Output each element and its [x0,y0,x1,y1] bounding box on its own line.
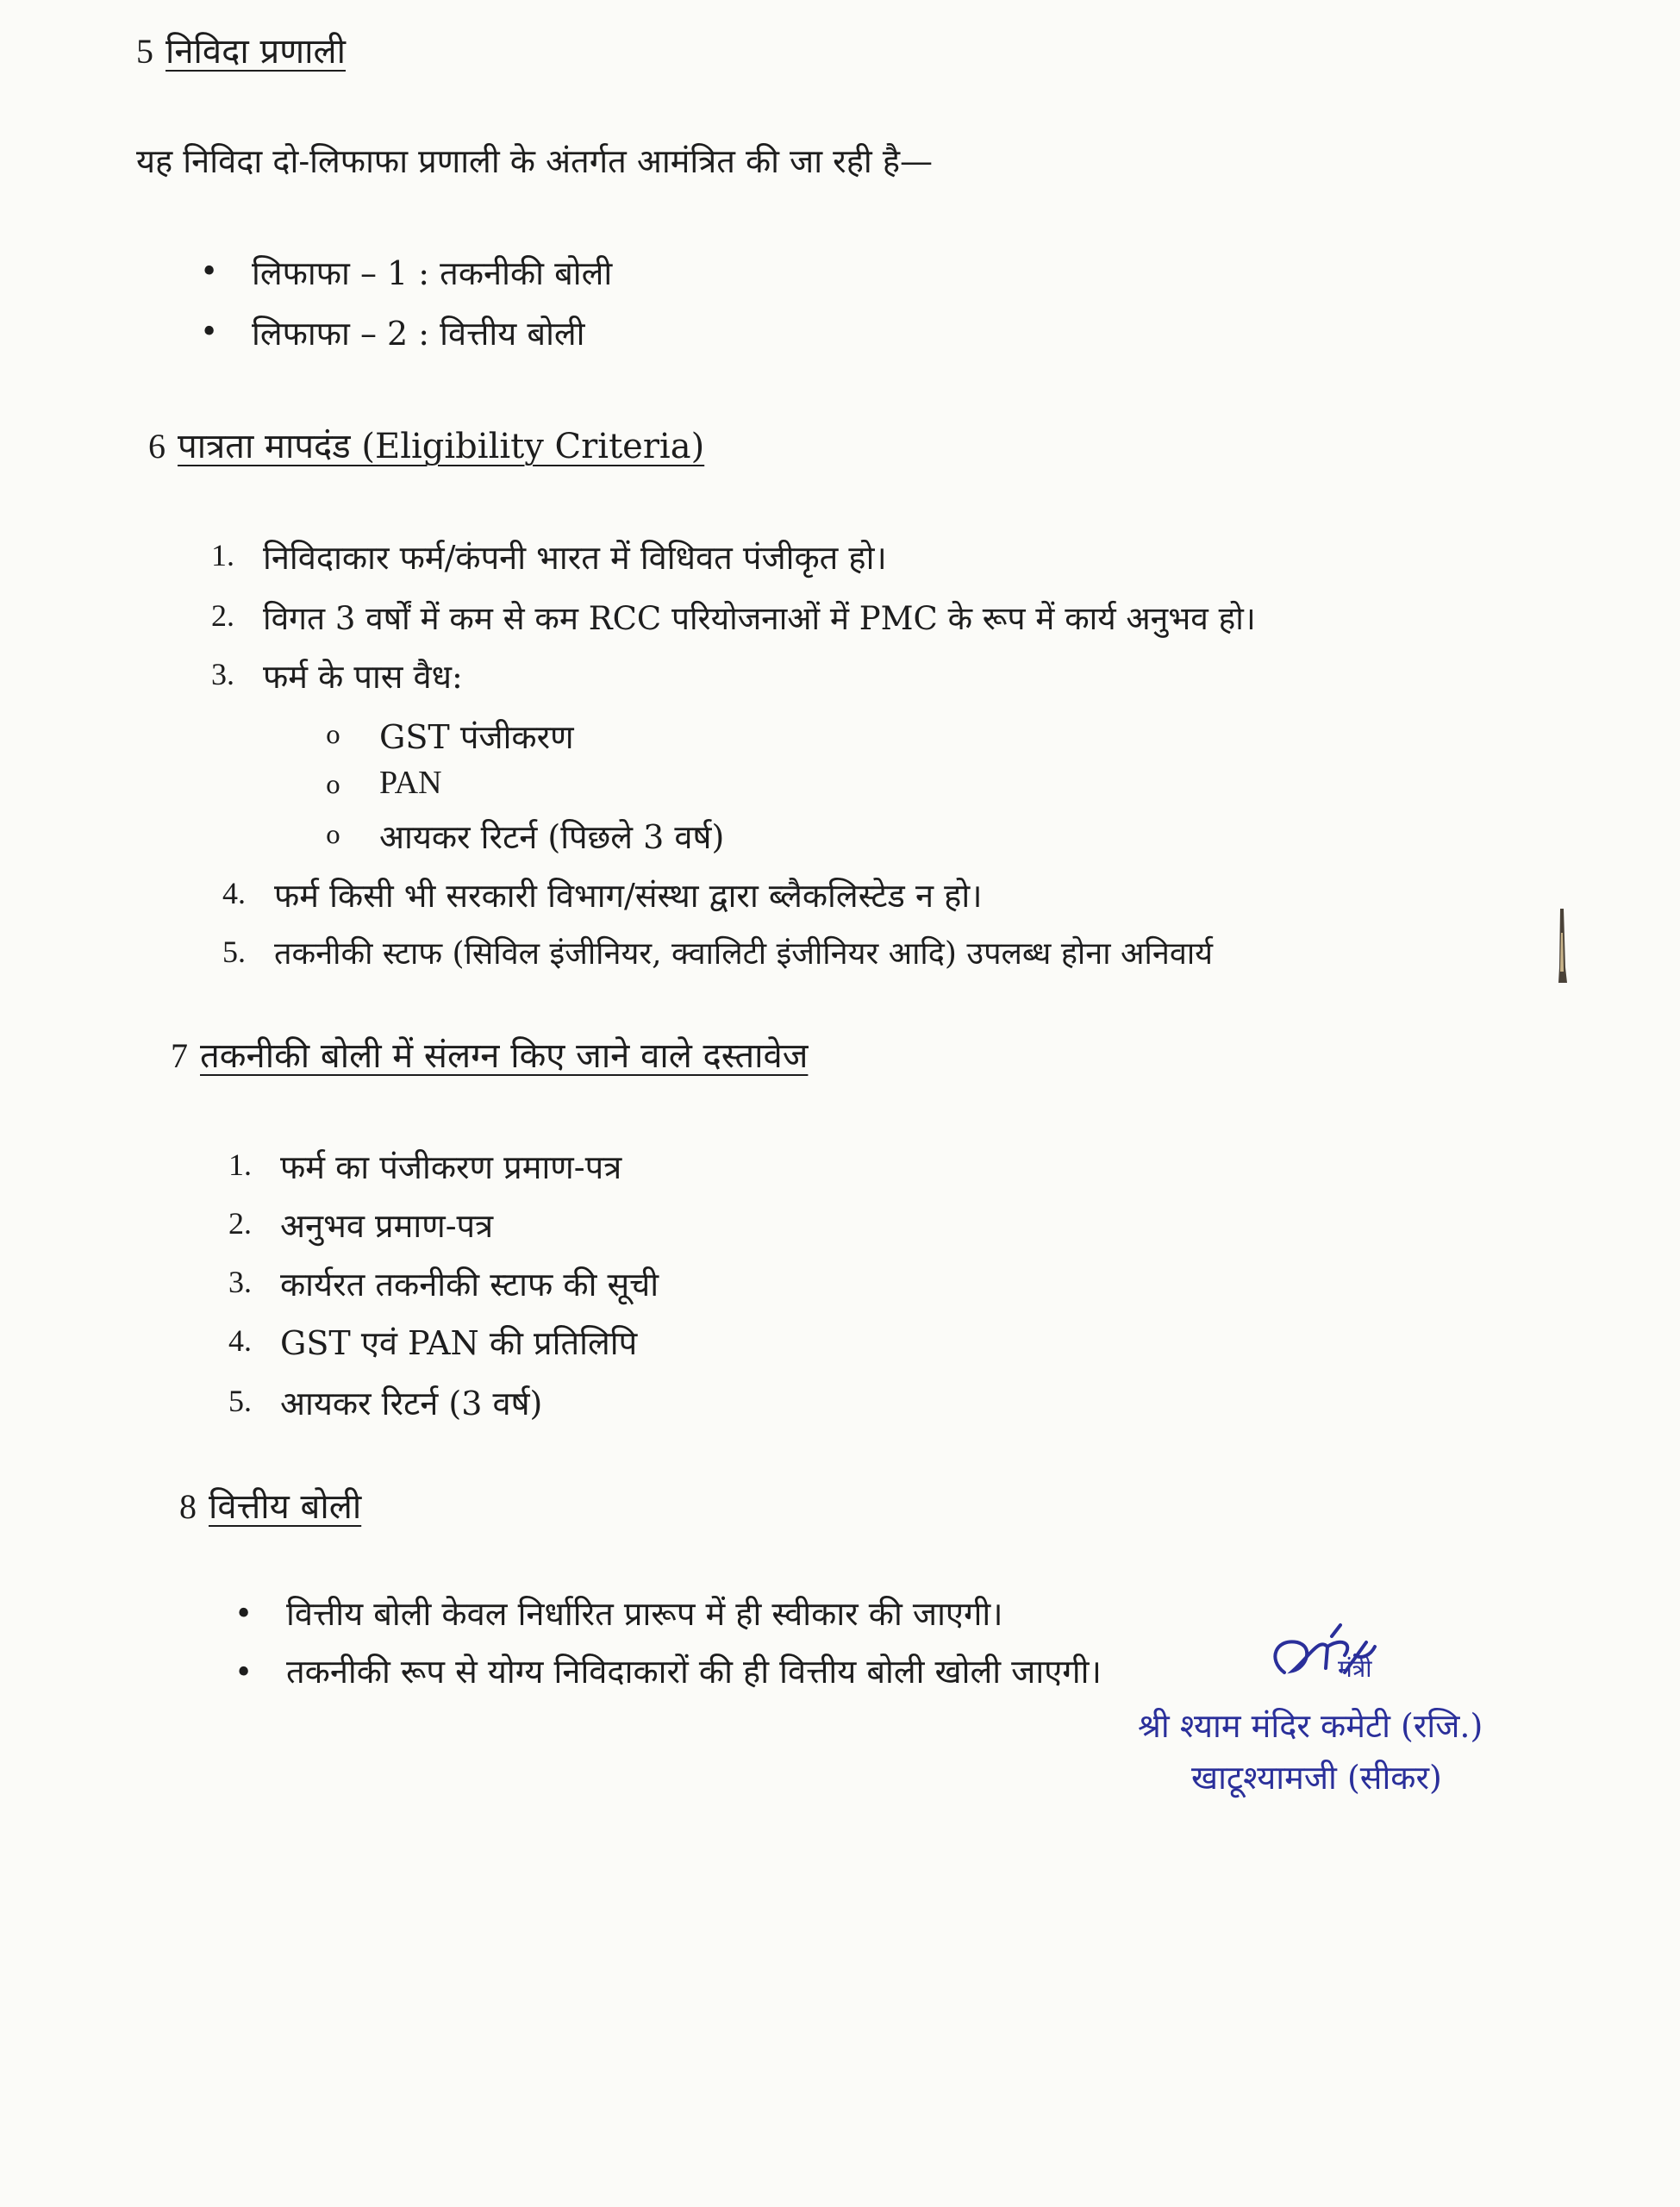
section-5-item-1: लिफाफा – 1 : तकनीकी बोली [252,254,613,292]
section-6-item-4: फर्म किसी भी सरकारी विभाग/संस्था द्वारा ब्लैकलिस्टेड न हो। [274,877,983,915]
section-6-item-2: विगत 3 वर्षों में कम से कम RCC परियोजनाओं में PMC के रूप में कार्य अनुभव हो। [263,600,1256,637]
list-number: 2. [228,1206,252,1241]
signature-word: मंत्री [1338,1654,1372,1683]
list-number: 3. [228,1265,252,1299]
section-6-heading [148,421,704,468]
margin-mark-icon [1555,907,1569,985]
section-5-intro: यह निविदा दो-लिफाफा प्रणाली के अंतर्गत आमंत्रित की जा रही है— [136,142,933,180]
section-6-subitem-3: आयकर रिटर्न (पिछले 3 वर्ष) [379,818,725,856]
section-7-title: तकनीकी बोली में संलग्न किए जाने वाले दस्तावेज [200,1036,809,1076]
bullet-icon: • [234,1597,253,1632]
circle-bullet-icon: o [326,821,340,849]
bullet-icon: • [200,254,219,290]
section-6-item-1: निविदाकार फर्म/कंपनी भारत में विधिवत पंजीकृत हो। [263,539,887,577]
circle-bullet-icon: o [326,771,340,799]
section-7-item-1: फर्म का पंजीकरण प्रमाण-पत्र [280,1148,622,1186]
stamp-line-1: श्री श्याम मंदिर कमेटी (रजि.) [1138,1707,1483,1745]
list-number: 5. [222,935,246,969]
section-6-item-5: तकनीकी स्टाफ (सिविल इंजीनियर, क्वालिटी इंजीनियर आदि) उपलब्ध होना अनिवार्य [274,936,1214,972]
section-5-heading [136,26,346,73]
section-6-subitem-1: GST पंजीकरण [379,718,574,756]
section-7-heading [171,1030,808,1078]
list-number: 5. [228,1384,252,1418]
section-5-title: निविदा प्रणाली [166,32,346,72]
circle-bullet-icon: o [326,721,340,749]
list-number: 1. [211,538,234,572]
list-number: 4. [222,876,246,910]
list-number: 3. [211,657,234,691]
bullet-icon: • [234,1655,253,1691]
stamp-line-2: खाटूश्यामजी (सीकर) [1191,1759,1442,1797]
section-5-number: 5 [136,32,153,71]
section-7-item-4: GST एवं PAN की प्रतिलिपि [280,1324,638,1362]
section-6-subitem-2: PAN [379,765,442,801]
list-number: 4. [228,1323,252,1358]
section-7-item-2: अनुभव प्रमाण-पत्र [280,1207,494,1245]
section-5-item-2: लिफाफा – 2 : वित्तीय बोली [252,315,585,353]
section-6-number: 6 [148,427,166,466]
signature-icon [1258,1621,1396,1698]
section-8-heading [179,1481,361,1529]
section-7-item-5: आयकर रिटर्न (3 वर्ष) [280,1385,543,1422]
section-8-item-1: वित्तीय बोली केवल निर्धारित प्रारूप में ही स्वीकार की जाएगी। [286,1595,1003,1633]
list-number: 2. [211,598,234,633]
section-8-number: 8 [179,1487,197,1526]
list-number: 1. [228,1147,252,1182]
section-8-title: वित्तीय बोली [209,1487,362,1527]
section-6-title: पात्रता मापदंड (Eligibility Criteria) [178,427,705,466]
bullet-icon: • [200,315,219,350]
section-6-item-3: फर्म के पास वैध: [263,658,463,696]
section-7-number: 7 [171,1036,188,1075]
section-8-item-2: तकनीकी रूप से योग्य निविदाकारों की ही वित्तीय बोली खोली जाएगी। [286,1653,1102,1691]
section-7-item-3: कार्यरत तकनीकी स्टाफ की सूची [280,1266,659,1304]
